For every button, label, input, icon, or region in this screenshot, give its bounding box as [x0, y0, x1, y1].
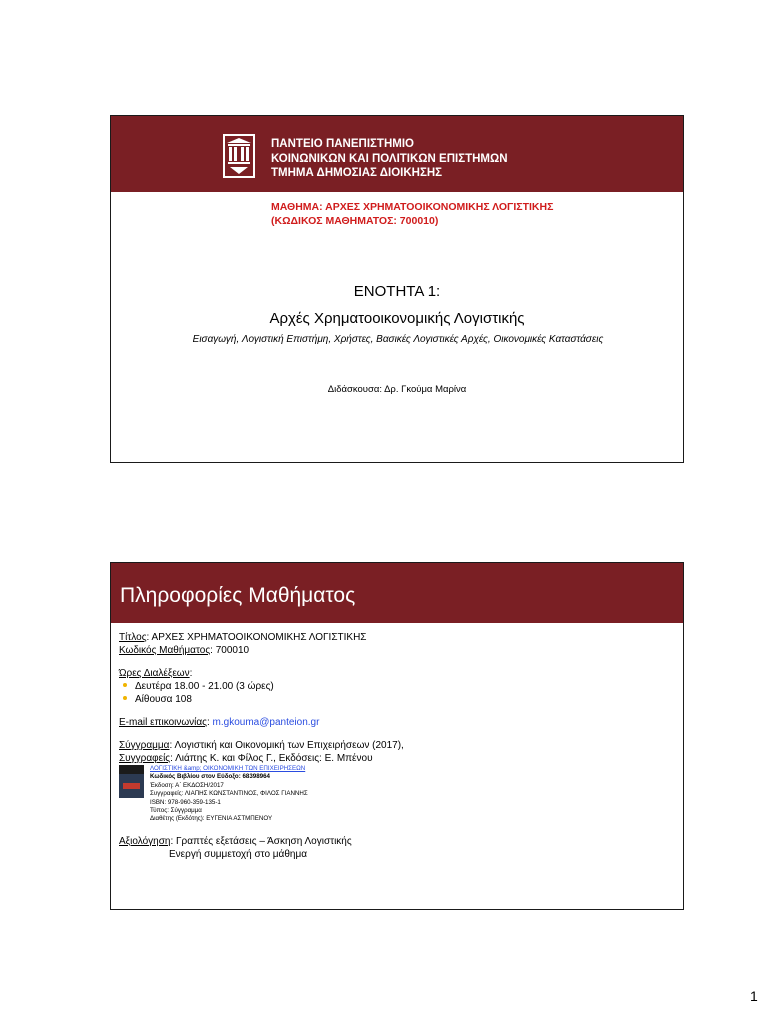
page-number: 1: [750, 988, 758, 1004]
course-info-slide: [110, 562, 684, 910]
code-label: Κωδικός Μαθήματος: [119, 645, 211, 656]
list-item: [123, 693, 679, 706]
teacher-name: Διδάσκουσα: Δρ. Γκούμα Μαρίνα: [327, 384, 467, 395]
hours-row: [119, 667, 679, 680]
unit-description: Εισαγωγή, Λογιστική Επιστήμη, Χρήστες, Βασικές Λογιστικές Αρχές, Οικονομικές Καταστάσεις: [192, 334, 604, 345]
book-code: Κωδικός Βιβλίου στον Εύδοξο: 68398964: [150, 773, 270, 781]
book-authors: Συγγραφείς: ΛΙΑΠΗΣ ΚΩΝΣΤΑΝΤΙΝΟΣ, ΦΙΛΟΣ ΓΙΑΝΝΗΣ: [150, 790, 308, 798]
slide-header-bar: [111, 563, 683, 623]
evaluation-row: [119, 835, 679, 848]
email-row: [119, 716, 679, 729]
course-info: [271, 200, 553, 228]
university-crest-icon: [223, 134, 255, 178]
evaluation-row-2: Ενεργή συμμετοχή στο μάθημα: [169, 849, 307, 860]
bullet-text: Δευτέρα 18.00 - 21.00 (3 ώρες): [135, 681, 274, 692]
course-name: ΜΑΘΗΜΑ: ΑΡΧΕΣ ΧΡΗΜΑΤΟΟΙΚΟΝΟΜΙΚΗΣ ΛΟΓΙΣΤΙΚΗΣ: [271, 201, 554, 213]
course-code: (ΚΩΔΙΚΟΣ ΜΑΘΗΜΑΤΟΣ: 700010): [271, 215, 439, 227]
bullet-icon: [123, 696, 127, 700]
book-label: Σύγγραμμα: [119, 740, 170, 751]
university-line: ΠΑΝΤΕΙΟ ΠΑΝΕΠΙΣΤΗΜΙΟ: [271, 138, 414, 150]
book-isbn: ISBN: 978-960-359-135-1: [150, 798, 221, 806]
email-link[interactable]: m.gkouma@panteion.gr: [212, 717, 320, 728]
book-publisher: Διαθέτης (Εκδότης): ΕΥΓΕΝΙΑ ΑΣΤΜΠΕΝΟΥ: [150, 815, 273, 823]
book-details: [150, 765, 308, 824]
authors-label: Συγγραφείς: [119, 753, 171, 764]
hours-label: Ώρες Διαλέξεων: [119, 668, 190, 679]
code-value: : 700010: [210, 645, 250, 656]
bullet-icon: [123, 683, 127, 687]
book-link[interactable]: ΛΟΓΙΣΤΙΚΗ &amp; ΟΙΚΟΝΟΜΙΚΗ ΤΩΝ ΕΠΙΧΕΙΡΗΣΕΩΝ: [150, 765, 306, 772]
book-value: : Λογιστική και Οικονομική των Επιχειρήσεων (2017),: [169, 740, 404, 751]
book-type: Τύπος: Σύγγραμμα: [150, 807, 202, 815]
course-details: [119, 631, 679, 861]
unit-number: ΕΝΟΤΗΤΑ 1:: [353, 283, 441, 300]
authors-row: [119, 752, 679, 765]
evaluation-label: Αξιολόγηση: [119, 836, 171, 847]
email-colon: :: [206, 717, 213, 728]
authors-value: : Λιάπης Κ. και Φίλος Γ., Εκδόσεις: Ε. Μπένου: [170, 753, 373, 764]
book-snippet: [119, 765, 679, 835]
department-line: ΤΜΗΜΑ ΔΗΜΟΣΙΑΣ ΔΙΟΙΚΗΣΗΣ: [271, 167, 443, 179]
title-slide: [110, 115, 684, 463]
slide-header-bar: [111, 116, 683, 192]
hours-colon: :: [189, 668, 193, 679]
university-name: [271, 137, 508, 181]
slide-title: Πληροφορίες Μαθήματος: [120, 584, 356, 607]
title-row: [119, 631, 679, 644]
evaluation-value: : Γραπτές εξετάσεις – Άσκηση Λογιστικής: [170, 836, 352, 847]
book-row: [119, 739, 679, 752]
unit-title: Αρχές Χρηματοοικονομικής Λογιστικής: [269, 310, 525, 327]
email-label: E-mail επικοινωνίας: [119, 717, 207, 728]
title-label: Τίτλος: [119, 632, 147, 643]
bullet-text: Αίθουσα 108: [135, 694, 192, 705]
book-edition: Έκδοση: Α΄ ΕΚΔΟΣΗ/2017: [150, 781, 224, 789]
book-cover-image: [119, 765, 144, 798]
faculty-line: ΚΟΙΝΩΝΙΚΩΝ ΚΑΙ ΠΟΛΙΤΙΚΩΝ ΕΠΙΣΤΗΜΩΝ: [271, 152, 508, 165]
title-value: : ΑΡΧΕΣ ΧΡΗΜΑΤΟΟΙΚΟΝΟΜΙΚΗΣ ΛΟΓΙΣΤΙΚΗΣ: [146, 632, 367, 643]
list-item: [123, 680, 679, 693]
code-row: [119, 644, 679, 657]
